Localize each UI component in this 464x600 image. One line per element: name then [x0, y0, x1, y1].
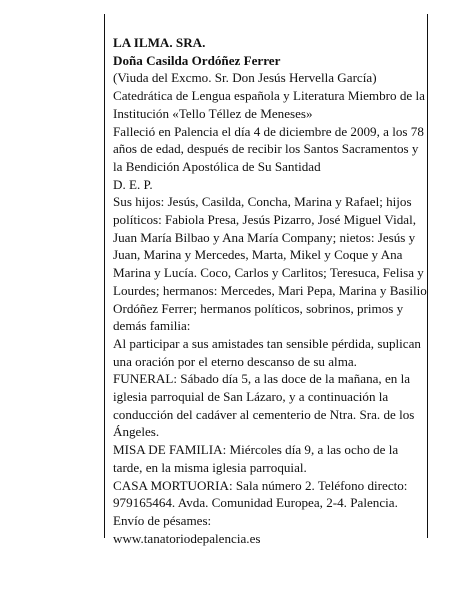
- funeral-paragraph: FUNERAL: Sábado día 5, a las doce de la mañana, en la iglesia parroquial de San Lázaro, y a continuación la conducción del cadáver al cementerio de Ntra. Sra. de los Ángeles.: [113, 371, 415, 440]
- website-line: www.tanatoriodepalencia.es: [113, 530, 261, 546]
- family-paragraph: Sus hijos: Jesús, Casilda, Concha, Marina y Rafael; hijos políticos: Fabiola Presa, Jesús Pizarro, José Miguel Vidal, Juan María Bilbao y Ana María Company; nietos: Jesús y Juan, Marina y Mercedes, Marta, Mikel y Coque y Ana Marina y Lucía. Coco, Carlos y Carlitos; Teresuca, Felisa y Lourdes; hermanos: Mercedes, Mari Pepa, Marina y Basilio Ordóñez Ferrer; hermanos políticos, sobrinos, primos y demás familia:: [113, 194, 427, 334]
- deceased-name: Doña Casilda Ordóñez Ferrer: [113, 52, 281, 68]
- prayer-request: Al participar a sus amistades tan sensible pérdida, suplican una oración por el eterno descanso de su alma.: [113, 335, 421, 369]
- widow-line: (Viuda del Excmo. Sr. Don Jesús Hervella García): [113, 70, 377, 86]
- notice-heading: LA ILMA. SRA.: [113, 35, 206, 50]
- position-line: Catedrática de Lengua española y Literatura Miembro de la Institución «Tello Téllez de Meneses»: [113, 88, 425, 121]
- rip-line: D. E. P.: [113, 176, 153, 192]
- funeral-home-paragraph: CASA MORTUORIA: Sala número 2. Teléfono directo: 979165464. Avda. Comunidad Europea, 2-4. Palencia. Envío de pésames:: [113, 477, 408, 528]
- family-mass-paragraph: MISA DE FAMILIA: Miércoles día 9, a las ocho de la tarde, en la misma iglesia parroquial.: [113, 442, 399, 475]
- death-paragraph: Falleció en Palencia el día 4 de diciembre de 2009, a los 78 años de edad, después de recibir los Santos Sacramentos y la Bendición Apostólica de Su Santidad: [113, 123, 424, 174]
- obituary-notice: [113, 34, 428, 547]
